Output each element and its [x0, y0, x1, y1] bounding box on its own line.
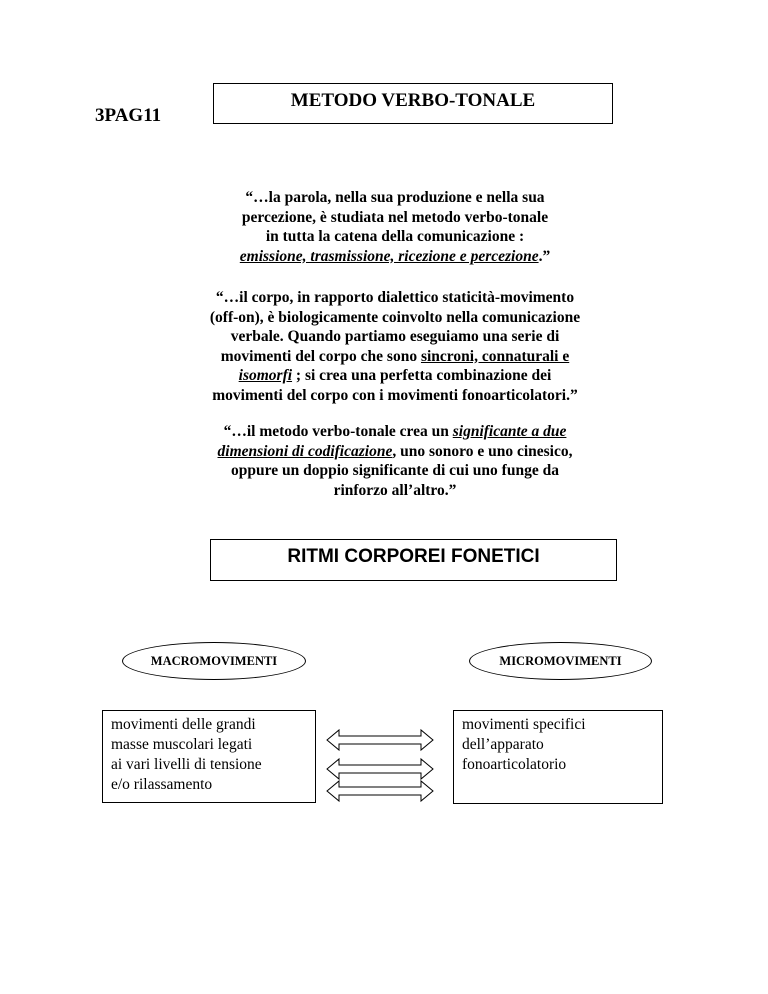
quote-2-line	[120, 347, 670, 367]
micro-description-line: movimenti specifici	[462, 716, 586, 733]
quote-2	[120, 288, 670, 405]
quote-2-text: ; si crea una perfetta combinazione dei	[292, 367, 552, 384]
quote-1-line: percezione, è studiata nel metodo verbo-tonale	[241, 208, 549, 226]
micro-description-box	[453, 710, 663, 804]
macro-ellipse	[122, 642, 306, 680]
quote-2-emphasis: isomorfi	[238, 367, 293, 384]
quote-1-line: “…la parola, nella sua produzione e nella sua	[245, 189, 545, 206]
quote-3-line: oppure un doppio significante di cui uno funge da	[231, 462, 559, 479]
quote-3-emphasis: dimensioni di codificazione	[217, 442, 393, 460]
quote-3-text: “…il metodo verbo-tonale crea un	[223, 423, 453, 440]
micro-description-line: dell’apparato	[462, 736, 544, 753]
quote-3-emphasis: significante a due	[452, 423, 567, 440]
quote-1-line: in tutta la catena della comunicazione :	[265, 228, 525, 245]
double-arrow-icon	[327, 759, 433, 779]
quote-3-line	[120, 442, 670, 462]
quote-3-text: , uno sonoro e uno cinesico,	[392, 442, 573, 460]
micro-ellipse	[469, 642, 652, 680]
quote-2-line: verbale. Quando partiamo eseguiamo una serie di	[230, 328, 560, 345]
quote-1	[120, 188, 670, 266]
quote-1-line	[120, 247, 670, 267]
double-arrow-icon	[327, 730, 433, 750]
macro-description-line: ai vari livelli di tensione	[111, 756, 262, 773]
quote-2-line	[120, 366, 670, 386]
macro-description-line: masse muscolari legati	[111, 736, 253, 753]
quote-1-end: .”	[538, 247, 551, 265]
macro-description-line: movimenti delle grandi	[111, 716, 256, 733]
section-title: RITMI CORPOREI FONETICI	[287, 546, 540, 567]
quote-3-line: rinforzo all’altro.”	[333, 481, 457, 499]
quote-2-text: movimenti del corpo che sono	[220, 347, 421, 365]
macro-description-line: e/o rilassamento	[111, 776, 213, 793]
quote-3	[120, 422, 670, 500]
double-arrows	[325, 725, 435, 805]
macro-description-box	[102, 710, 316, 803]
double-arrow-icon	[327, 781, 433, 801]
page-code: 3PAG11	[95, 105, 162, 126]
micro-label: MICROMOVIMENTI	[499, 653, 622, 668]
title-box	[213, 83, 613, 124]
section-title-box	[210, 539, 617, 581]
quote-2-line: “…il corpo, in rapporto dialettico staticità-movimento	[215, 289, 575, 306]
page-title: METODO VERBO-TONALE	[290, 90, 536, 111]
micro-description-line: fonoarticolatorio	[462, 756, 567, 773]
quote-2-emphasis: sincroni, connaturali e	[420, 347, 570, 365]
quote-2-line: movimenti del corpo con i movimenti fonoarticolatori.”	[212, 386, 578, 404]
quote-2-line: (off-on), è biologicamente coinvolto nella comunicazione	[209, 308, 581, 326]
macro-label: MACROMOVIMENTI	[150, 653, 278, 668]
quote-1-emphasis: emissione, trasmissione, ricezione e percezione	[239, 247, 539, 265]
quote-3-line	[120, 422, 670, 442]
